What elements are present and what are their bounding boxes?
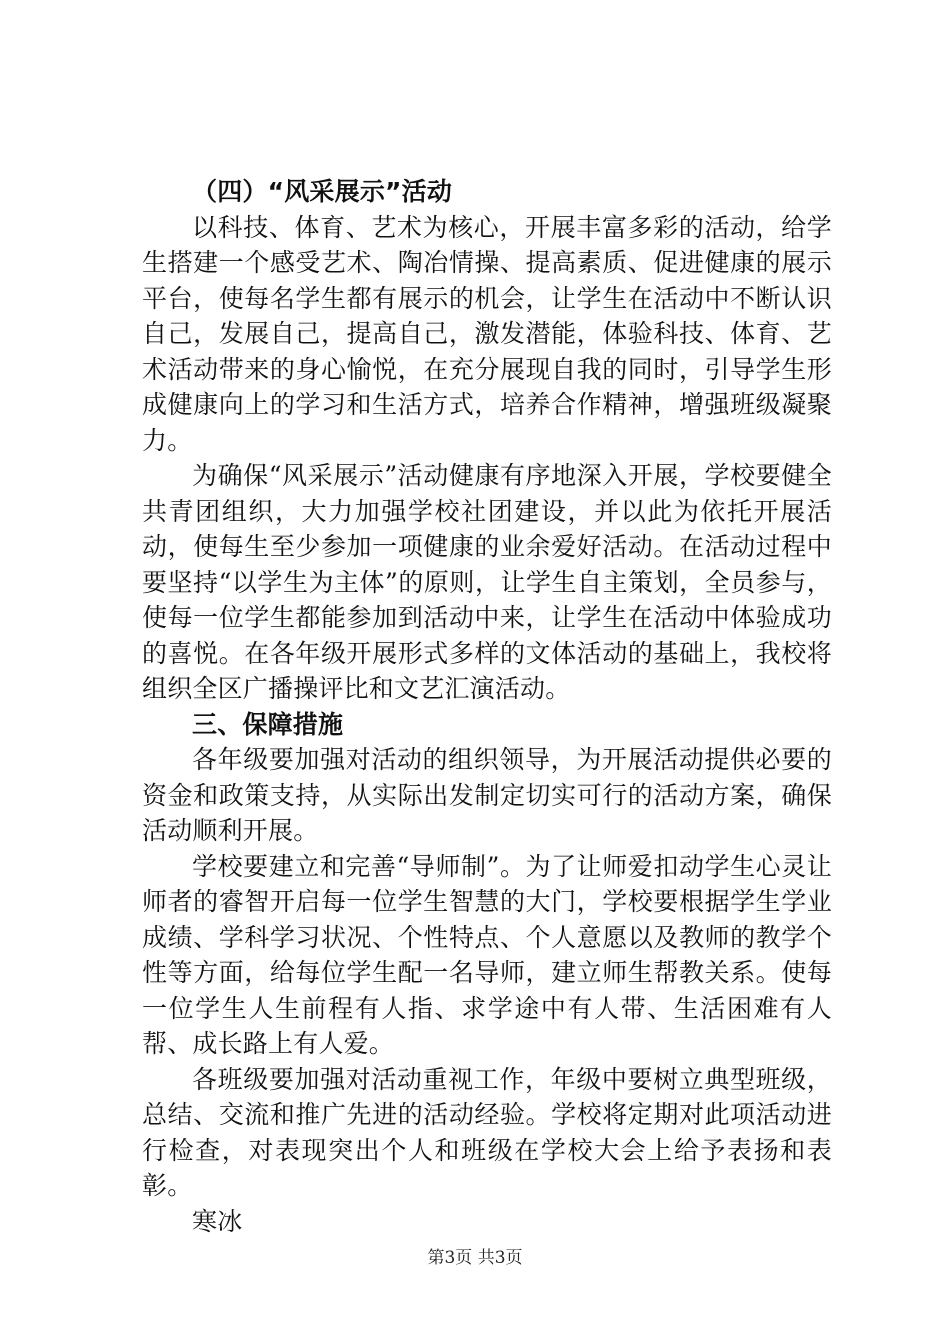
paragraph-4: 学校要建立和完善“导师制”。为了让师爱扣动学生心灵让师者的睿智开启每一位学生智慧的大门，学校要根据学生学业成绩、学科学习状况、个性特点、个人意愿以及教师的教学个性等方面，给每位学生配一名导师，建立师生帮教关系。使每一位学生人生前程有人指、求学途中有人带、生活困难有人帮、成长路上有人爱。 (142, 851, 832, 1058)
paragraph-5: 各班级要加强对活动重视工作，年级中要树立典型班级，总结、交流和推广先进的活动经验。学校将定期对此项活动进行检查，对表现突出个人和班级在学校大会上给予表扬和表彰。 (142, 1064, 832, 1200)
section-heading-4: （四）“风采展示”活动 (192, 177, 453, 206)
paragraph-2: 为确保“风采展示”活动健康有序地深入开展，学校要健全共青团组织，大力加强学校社团建设，并以此为依托开展活动，使每生至少参加一项健康的业余爱好活动。在活动过程中要坚持“以学生为主体”的原则，让学生自主策划，全员参与，使每一位学生都能参加到活动中来，让学生在活动中体验成功的喜悦。在各年级开展形式多样的文体活动的基础上，我校将组织全区广播操评比和文艺汇演活动。 (142, 461, 832, 703)
page-footer: 第3页 共3页 (427, 1248, 523, 1268)
section-heading-3: 三、保障措施 (192, 709, 344, 739)
document-body (142, 174, 832, 1239)
signature: 寒冰 (192, 1206, 243, 1236)
paragraph-3: 各年级要加强对活动的组织领导，为开展活动提供必要的资金和政策支持，从实际出发制定切实可行的活动方案，确保活动顺利开展。 (142, 745, 832, 845)
paragraph-1: 以科技、体育、艺术为核心，开展丰富多彩的活动，给学生搭建一个感受艺术、陶冶情操、提高素质、促进健康的展示平台，使每名学生都有展示的机会，让学生在活动中不断认识自己，发展自己，提高自己，激发潜能，体验科技、体育、艺术活动带来的身心愉悦，在充分展现自我的同时，引导学生形成健康向上的学习和生活方式，培养合作精神，增强班级凝聚力。 (142, 212, 832, 455)
